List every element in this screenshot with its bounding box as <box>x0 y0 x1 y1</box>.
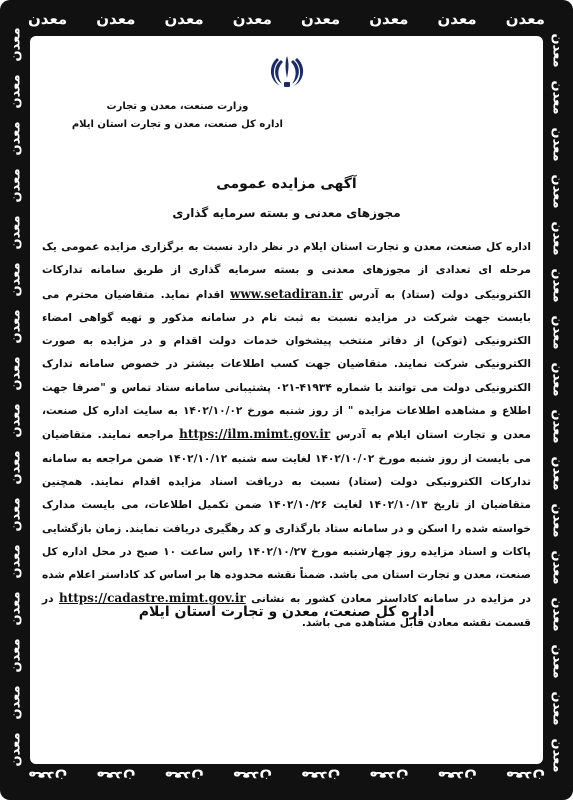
border-word: معدن <box>505 10 545 28</box>
body-paragraph-2: اقدام نماید. متقاضیان محترم می بایست جهت شرکت در مزایده نسبت به ثبت نام در سامانه مذکور و تهیه گواهی امضاء الکترونیکی (توکن) از دفاتر منتخب پیشخوان خدمات دولت اقدام و در مزایده به صورت الکترونیکی شرکت نمایند. متقاضیان جهت کسب اطلاعات بیشتر در خصوص سامانه تدارک الکترونیکی دولت می توانند با شماره ۴۱۹۳۴-۰۲۱ پشتیبانی سامانه ستاد تماس و "صرفا جهت اطلاع و مشاهده اطلاعات مزایده " از روز شنبه مورخ ۱۴۰۲/۱۰/۰۲ به سایت اداره کل صنعت، معدن و تجارت استان ایلام به آدرس <box>42 288 531 442</box>
border-word: معدن <box>549 362 565 397</box>
signature-department: اداره کل صنعت، معدن و تجارت استان ایلام <box>138 604 435 620</box>
border-word: معدن <box>8 215 24 250</box>
border-word: معدن <box>437 768 477 786</box>
notice-body <box>42 236 531 635</box>
border-word: معدن <box>549 268 565 303</box>
border-word: معدن <box>8 74 24 109</box>
body-paragraph-3: مراجعه نمایند. متقاضیان می بایست از روز شنبه مورخ ۱۴۰۲/۱۰/۰۲ لغایت سه شنبه ۱۴۰۲/۱۰/۱۲ ضمن مراجعه به سامانه تدارکات الکترونیکی دولت (ستاد) نسبت به دریافت اسناد مزایده اقدام نمایند. همچنین متقاضیان از تاریخ ۱۴۰۲/۱۰/۱۳ لغایت ۱۴۰۲/۱۰/۲۶ ضمن تکمیل اطلاعات، می بایست مدارک خواسته شده را اسکن و در سامانه ستاد بارگذاری و کد رهگیری دریافت نمایند. زمان بازگشایی پاکات و اسناد مزایده روز چهارشنبه مورخ ۱۴۰۲/۱۰/۲۷ راس ساعت ۱۰ صبح در محل اداره کل صنعت، معدن و تجارت استان می باشد. ضمناً نقشه محدوده ها بر اساس کد کاداستر اعلام شده در مزایده در سامانه کاداستر معادن کشور به نشانی <box>42 429 531 606</box>
border-word: معدن <box>549 409 565 444</box>
border-word: معدن <box>549 33 565 68</box>
border-word: معدن <box>549 315 565 350</box>
border-word: معدن <box>437 10 477 28</box>
border-word: معدن <box>549 456 565 491</box>
border-word: معدن <box>8 638 24 673</box>
border-word: معدن <box>301 768 341 786</box>
border-word: معدن <box>8 685 24 720</box>
border-word: معدن <box>549 550 565 585</box>
iran-emblem-icon <box>267 52 307 92</box>
border-word: معدن <box>96 768 136 786</box>
border-word: معدن <box>96 10 136 28</box>
cadastre-link[interactable]: https://cadastre.mimt.gov.ir <box>58 591 246 606</box>
border-word: معدن <box>549 174 565 209</box>
border-right-column <box>543 33 571 773</box>
body-paragraph-1: اداره کل صنعت، معدن و تجارت استان ایلام در نظر دارد نسبت به برگزاری مزایده عمومی یک مرحله ای تعدادی از مجوزهای معدنی و بسته سرمایه گذاری از طریق سامانه تدارکات الکترونیکی دولت (ستاد) به آدرس <box>42 241 531 301</box>
border-word: معدن <box>164 768 204 786</box>
border-word: معدن <box>8 262 24 297</box>
border-word: معدن <box>549 738 565 773</box>
border-word: معدن <box>505 768 545 786</box>
border-word: معدن <box>232 768 272 786</box>
border-word: معدن <box>8 27 24 62</box>
ministry-header <box>72 98 283 134</box>
border-word: معدن <box>301 10 341 28</box>
border-word: معدن <box>8 403 24 438</box>
border-word: معدن <box>8 356 24 391</box>
border-word: معدن <box>8 497 24 532</box>
notice-title: آگهی مزایده عمومی <box>216 176 357 192</box>
department-name: اداره کل صنعت، معدن و تجارت استان ایلام <box>71 119 283 130</box>
border-word: معدن <box>8 591 24 626</box>
border-word: معدن <box>8 121 24 156</box>
border-word: معدن <box>549 221 565 256</box>
ministry-name: وزارت صنعت، معدن و تجارت <box>106 101 249 112</box>
setadiran-link[interactable]: www.setadiran.ir <box>230 286 343 301</box>
notice-subtitle: مجوزهای معدنی و بسته سرمایه گذاری <box>172 206 401 220</box>
border-word: معدن <box>369 10 409 28</box>
border-word: معدن <box>8 309 24 344</box>
border-word: معدن <box>164 10 204 28</box>
border-word: معدن <box>549 80 565 115</box>
border-word: معدن <box>549 691 565 726</box>
border-word: معدن <box>8 450 24 485</box>
border-word: معدن <box>8 168 24 203</box>
notice-content <box>40 40 533 756</box>
border-word: معدن <box>549 597 565 632</box>
border-left-column <box>2 27 30 767</box>
border-bottom-row <box>28 768 545 786</box>
ilm-mimt-link[interactable]: https://ilm.mimt.gov.ir <box>179 427 331 442</box>
border-word: معدن <box>232 10 272 28</box>
border-top-row <box>28 10 545 28</box>
border-word: معدن <box>8 544 24 579</box>
body-paragraph-4: در قسمت نقشه معادن قابل مشاهده می باشد. <box>42 593 531 629</box>
border-word: معدن <box>369 768 409 786</box>
border-word: معدن <box>28 10 68 28</box>
border-word: معدن <box>549 127 565 162</box>
border-word: معدن <box>8 732 24 767</box>
border-word: معدن <box>549 644 565 679</box>
border-word: معدن <box>28 768 68 786</box>
border-word: معدن <box>549 503 565 538</box>
